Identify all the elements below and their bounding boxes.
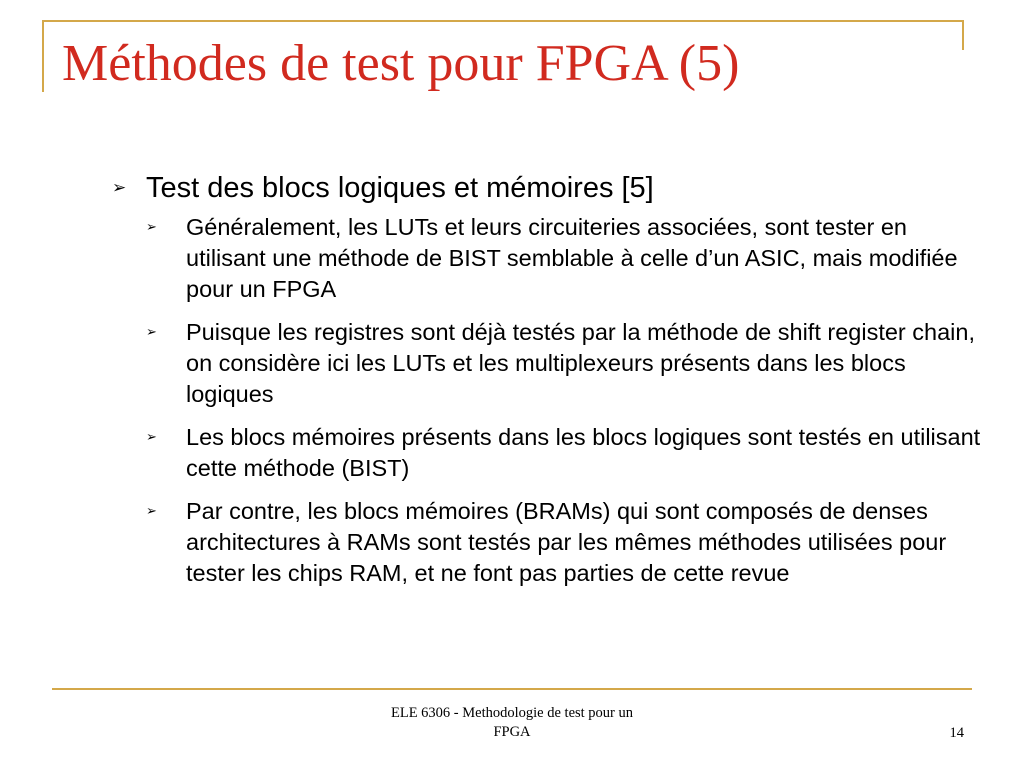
sub-bullet-item — [146, 422, 982, 484]
main-bullet-text: Test des blocs logiques et mémoires [5] — [146, 172, 654, 204]
main-bullet-item — [112, 170, 982, 206]
arrowhead-bullet-icon: ➢ — [146, 430, 157, 445]
arrowhead-bullet-icon: ➢ — [146, 220, 157, 235]
slide-content — [112, 170, 982, 601]
sub-bullet-text: Par contre, les blocs mémoires (BRAMs) qui sont composés de denses architectures à RAMs sont testés par les mêmes méthodes utilisées pour tester les chips RAM, et ne font pas parties de cette revue — [186, 498, 947, 586]
sub-bullet-text: Puisque les registres sont déjà testés par la méthode de shift register chain, on considère ici les LUTs et les multiplexeurs présents dans les blocs logiques — [186, 319, 975, 407]
sub-bullet-text: Généralement, les LUTs et leurs circuiteries associées, sont tester en utilisant une méthode de BIST semblable à celle d’un ASIC, mais modifiée pour un FPGA — [186, 214, 958, 302]
frame-right-line — [962, 20, 964, 50]
footer-course-line-2: FPGA — [493, 724, 531, 740]
sub-bullet-item — [146, 317, 982, 410]
footer-course-title — [352, 704, 672, 742]
footer-divider — [52, 688, 972, 690]
sub-bullet-item — [146, 496, 982, 589]
slide-title: Méthodes de test pour FPGA (5) — [62, 35, 740, 92]
frame-left-line — [42, 20, 44, 92]
arrowhead-bullet-icon: ➢ — [112, 178, 127, 198]
footer-course-line-1: ELE 6306 - Methodologie de test pour un — [390, 705, 634, 721]
sub-bullet-list — [112, 212, 982, 589]
arrowhead-bullet-icon: ➢ — [146, 325, 157, 340]
sub-bullet-text: Les blocs mémoires présents dans les blocs logiques sont testés en utilisant cette méthode (BIST) — [186, 424, 981, 481]
sub-bullet-item — [146, 212, 982, 305]
page-number: 14 — [949, 725, 964, 741]
arrowhead-bullet-icon: ➢ — [146, 504, 157, 519]
frame-top-line — [42, 20, 964, 22]
